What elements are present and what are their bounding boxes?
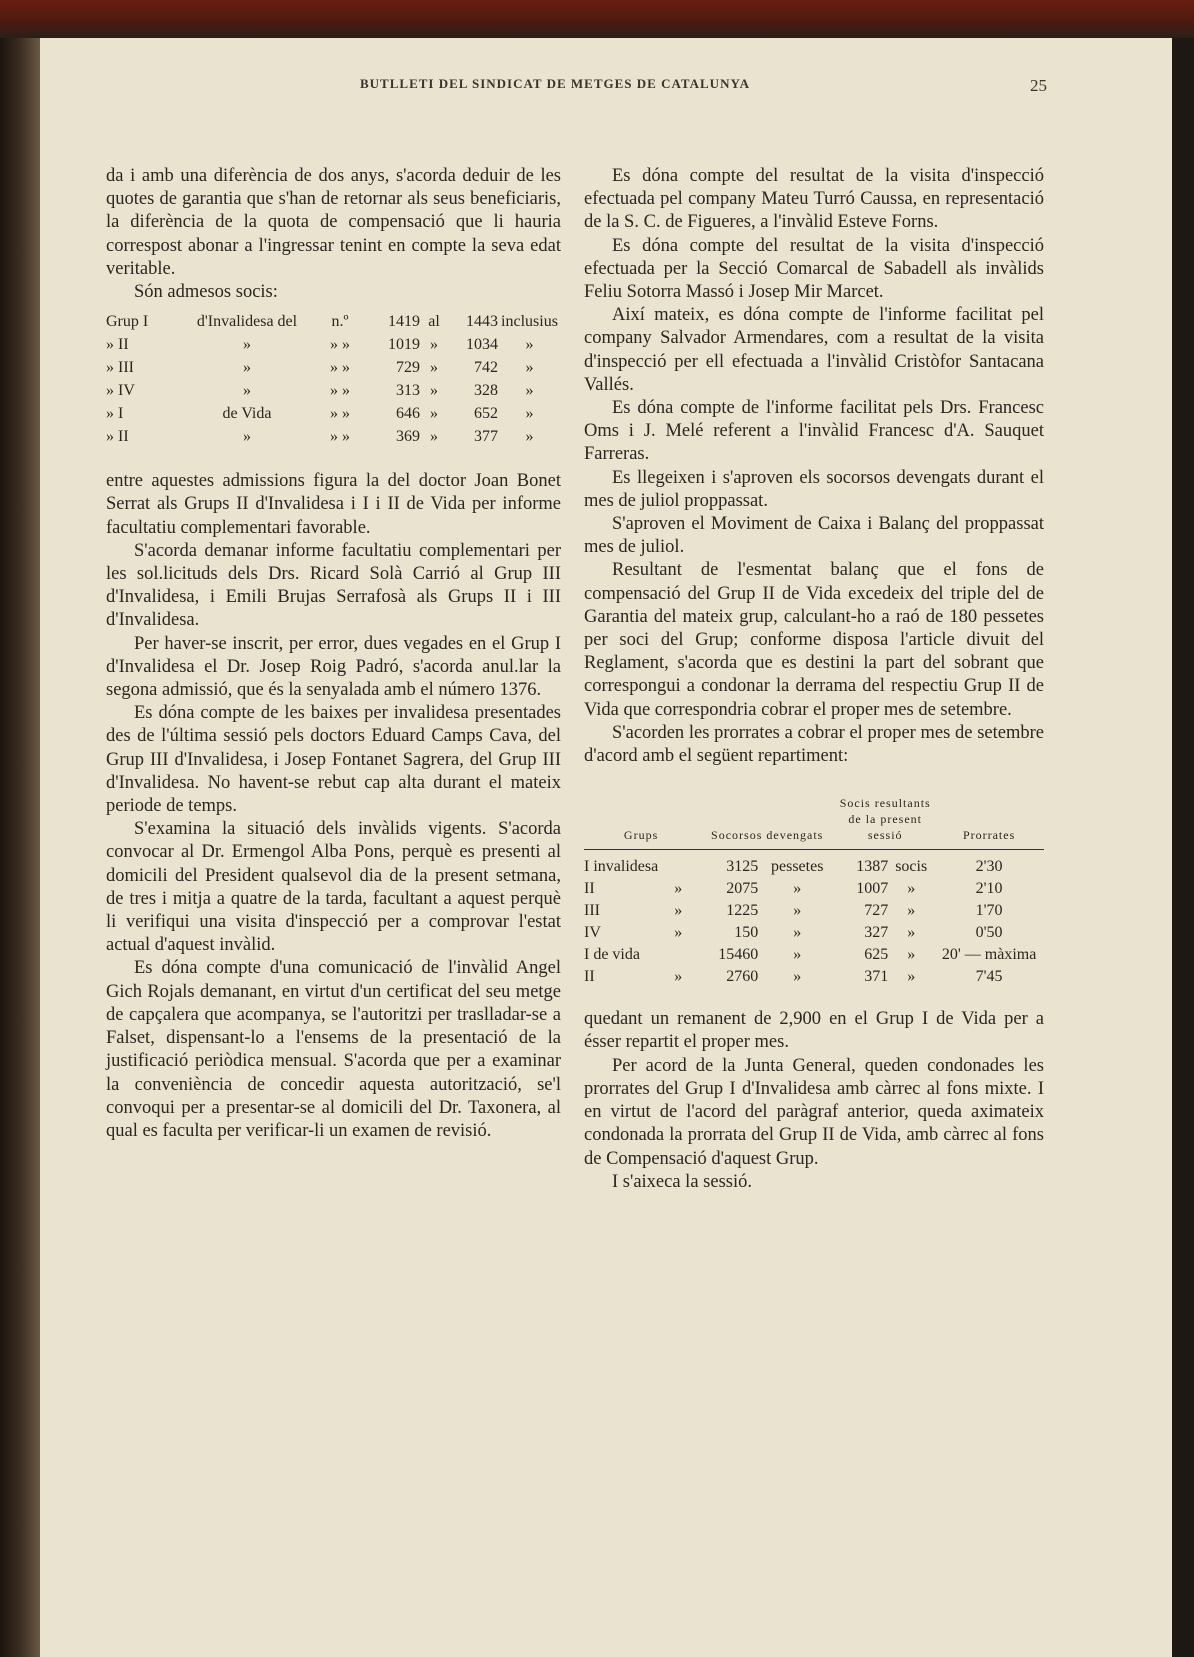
- table-cell: »: [793, 880, 802, 898]
- table-cell: I de vida: [584, 946, 640, 964]
- table-cell: » »: [330, 428, 350, 446]
- table-cell: Grup I: [106, 313, 149, 331]
- paragraph: Es dóna compte del resultat de la visita d'inspecció efectuada pel company Mateu Turró Caussa, en representació de la S. C. de Figueres, a l'invàlid Esteve Forns.: [584, 166, 1044, 233]
- table-cell: »: [674, 880, 683, 898]
- paragraph: Es dóna compte del resultat de la visita d'inspecció efectuada per la Secció Comarcal de Sabadell als invàlids Feliu Sotorra Massó i Josep Mir Marcet.: [584, 235, 1044, 303]
- paragraph: Es llegeixen i s'aproven els socorsos devengats durant el mes de juliol proppassat.: [584, 467, 1044, 511]
- table-cell: [658, 944, 698, 966]
- table-cell: 0'50: [975, 924, 1003, 942]
- table-cell: 2'10: [975, 880, 1003, 898]
- table-cell: al: [428, 313, 440, 331]
- table-row: [584, 900, 1044, 922]
- table-cell: 727: [864, 902, 889, 920]
- table-cell: 15460: [718, 946, 759, 964]
- table-cell: 7'45: [975, 968, 1003, 986]
- table-cell: III: [584, 902, 600, 920]
- table-cell: »: [793, 946, 802, 964]
- table-cell: »: [525, 382, 534, 400]
- page-right-edge: [1172, 38, 1194, 1657]
- table-row: [106, 310, 561, 333]
- table-cell: II: [584, 880, 595, 898]
- left-column: [106, 165, 561, 1143]
- table-cell: 2'30: [975, 858, 1003, 876]
- table-cell: »: [525, 359, 534, 377]
- table-row: [584, 922, 1044, 944]
- table-cell: [658, 850, 698, 879]
- table-cell: »: [525, 428, 534, 446]
- paragraph: Resultant de l'esmentat balanç que el fons de compensació del Grup II de Vida excedeix del triple del de Garantia del mateix grup, calculant-ho a raó de 180 pessetes per soci del Grup; conforme disposa l'article divuit del Reglament, s'acorda que es destini la part del sobrant que correspongui a condonar la derrama del respectiu Grup II de Vida que correspondria cobrar el proper mes de setembre.: [584, 560, 1044, 720]
- table-cell: 377: [474, 428, 498, 446]
- table-cell: 150: [734, 924, 759, 942]
- table-cell: »: [243, 428, 251, 446]
- table-cell: 1419: [388, 313, 420, 331]
- paragraph: S'acorden les prorrates a cobrar el proper mes de setembre d'acord amb el següent repartiment:: [584, 722, 1044, 767]
- table-cell: 328: [474, 382, 498, 400]
- table-cell: »: [907, 946, 916, 964]
- table-row: [106, 425, 561, 448]
- table-cell: de Vida: [222, 405, 272, 423]
- admitted-members-table: [106, 310, 561, 448]
- table-cell: inclusius: [501, 313, 558, 331]
- paragraph: Per haver-se inscrit, per error, dues vegades en el Grup I d'Invalidesa el Dr. Josep Roig Padró, s'acorda anul.lar la segona admissió, que és la senyalada amb el número 1376.: [106, 633, 561, 701]
- paragraph: Es dóna compte de l'informe facilitat pels Drs. Francesc Oms i J. Melé referent a l'invàlid Francesc d'A. Sauquet Farreras.: [584, 398, 1044, 465]
- running-title: BUTLLETI DEL SINDICAT DE METGES DE CATALUNYA: [360, 76, 751, 91]
- table-cell: »: [430, 428, 438, 446]
- table-cell: »: [243, 382, 251, 400]
- table-cell: »: [430, 382, 438, 400]
- table-cell: 1007: [856, 880, 889, 898]
- table-row: [584, 944, 1044, 966]
- table-cell: 371: [864, 968, 889, 986]
- table-cell: » »: [330, 382, 350, 400]
- table-cell: » I: [106, 405, 124, 423]
- table-cell: 1225: [726, 902, 759, 920]
- paragraph: Es dóna compte de les baixes per invalidesa presentades des de l'última sessió pels doctors Eduard Camps Cava, del Grup III d'Invalidesa, i Josep Fontanet Sagrera, del Grup III d'Invalidesa. No havent-se rebut cap alta durant el mateix periode de temps.: [106, 703, 561, 817]
- table-cell: I invalidesa: [584, 858, 659, 876]
- table-cell: »: [793, 968, 802, 986]
- table-cell: »: [907, 968, 916, 986]
- paragraph: S'acorda demanar informe facultatiu complementari per les sol.licituds dels Drs. Ricard Solà Carrió al Grup III d'Invalidesa, i Emili Brujas Serrafosà als Grups II i III d'Invalidesa.: [106, 540, 561, 631]
- paragraph: S'aproven el Moviment de Caixa i Balanç del proppassat mes de juliol.: [584, 514, 1044, 558]
- paragraph: I s'aixeca la sessió.: [612, 1171, 752, 1192]
- table-row: [106, 333, 561, 356]
- table-cell: n.º: [331, 313, 349, 331]
- table-cell: »: [793, 924, 802, 942]
- table-cell: »: [907, 924, 916, 942]
- table-cell: 1387: [856, 858, 889, 876]
- table-cell: »: [525, 405, 534, 423]
- prorrates-table: [584, 794, 1044, 988]
- book-top-edge: [0, 0, 1194, 38]
- table-cell: 1034: [466, 336, 498, 354]
- table-cell: »: [907, 902, 916, 920]
- paragraph: Són admesos socis:: [134, 282, 278, 303]
- table-cell: » III: [106, 359, 134, 377]
- table-cell: 369: [396, 428, 420, 446]
- column-header: Socis resultants de la present sessió: [836, 794, 934, 850]
- column-header: Grups: [584, 794, 698, 850]
- table-cell: » »: [330, 336, 350, 354]
- paragraph: S'examina la situació dels invàlids vigents. S'acorda convocar al Dr. Ermengol Alba Pons, perquè es presenti al domicili del President qualsevol dia de la present setmana, de tres i mitja a quatre de la tarda, facultant a aquest perquè li verifiqui una visita d'inspecció per a comprovar l'estat actual d'aquest invàlid.: [106, 819, 561, 956]
- table-cell: »: [674, 924, 683, 942]
- table-cell: 313: [396, 382, 420, 400]
- table-cell: 1019: [388, 336, 420, 354]
- column-header: Prorrates: [934, 794, 1044, 850]
- table-cell: 646: [396, 405, 420, 423]
- table-cell: 327: [864, 924, 889, 942]
- book-binding: [0, 38, 40, 1657]
- table-cell: » »: [330, 359, 350, 377]
- table-cell: 3125: [726, 858, 759, 876]
- table-cell: 2760: [726, 968, 759, 986]
- table-row: [106, 379, 561, 402]
- paragraph: entre aquestes admissions figura la del doctor Joan Bonet Serrat als Grups II d'Invalidesa i I i II de Vida per informe facultatiu complementari favorable.: [106, 471, 561, 538]
- table-row: [106, 402, 561, 425]
- table-cell: 20' — màxima: [941, 946, 1037, 964]
- table-cell: »: [674, 968, 683, 986]
- table-cell: » »: [330, 405, 350, 423]
- table-cell: »: [430, 336, 438, 354]
- table-cell: »: [430, 405, 438, 423]
- table-cell: IV: [584, 924, 601, 942]
- table-cell: pessetes: [770, 858, 824, 876]
- table-cell: 1'70: [975, 902, 1003, 920]
- table-cell: »: [243, 359, 251, 377]
- table-cell: » II: [106, 428, 129, 446]
- table-row: [584, 966, 1044, 988]
- table-cell: 625: [864, 946, 889, 964]
- table-row: [584, 850, 1044, 879]
- table-cell: 2075: [726, 880, 759, 898]
- table-cell: 1443: [466, 313, 498, 331]
- table-cell: »: [243, 336, 251, 354]
- table-cell: 729: [396, 359, 420, 377]
- paragraph: da i amb una diferència de dos anys, s'acorda deduir de les quotes de garantia que s'han de retornar als seus beneficiaris, la diferència de la quota de compensació que li hauria correspost abonar a l'ingressar tenint en compte la seva edat veritable.: [106, 166, 561, 279]
- right-column: [584, 165, 1044, 1194]
- page-number: 25: [1030, 76, 1047, 95]
- table-cell: 652: [474, 405, 498, 423]
- table-cell: socis: [895, 858, 928, 876]
- table-cell: d'Invalidesa del: [196, 313, 298, 331]
- table-cell: »: [674, 902, 683, 920]
- paragraph: Per acord de la Junta General, queden condonades les prorrates del Grup I d'Invalidesa amb càrrec al fons mixte. I en virtut de l'acord del paràgraf anterior, queda aximateix condonada la prorrata del Grup II de Vida, amb càrrec al fons de Compensació d'aquest Grup.: [584, 1055, 1044, 1169]
- table-cell: II: [584, 968, 595, 986]
- column-header: Socorsos devengats: [698, 794, 836, 850]
- paragraph: Es dóna compte d'una comunicació de l'invàlid Angel Gich Rojals demanant, en virtut d'un certificat del seu metge de capçalera que acompanya, se l'autoritzi per traslladar-se a Falset, dispensant-lo a l'ensems de la presentació de la justificació periòdica mensual. S'acorda que per a examinar la conveniència de concedir aquesta autorització, se'l convoqui per a presentar-se al domicili del Dr. Taxonera, al qual es faculta per verificar-li un examen de revisió.: [106, 958, 561, 1141]
- paragraph: Així mateix, es dóna compte de l'informe facilitat pel company Salvador Armendares, com a resultat de la visita d'inspecció per ell efectuada a l'invàlid Cristòfor Santacana Vallés.: [584, 305, 1044, 395]
- table-cell: »: [430, 359, 438, 377]
- paragraph: quedant un remanent de 2,900 en el Grup I de Vida per a ésser repartit el proper mes.: [584, 1009, 1044, 1053]
- table-cell: » IV: [106, 382, 135, 400]
- table-cell: » II: [106, 336, 129, 354]
- table-row: [106, 356, 561, 379]
- table-cell: »: [793, 902, 802, 920]
- table-cell: »: [907, 880, 916, 898]
- table-cell: »: [525, 336, 534, 354]
- table-row: [584, 878, 1044, 900]
- table-cell: 742: [474, 359, 498, 377]
